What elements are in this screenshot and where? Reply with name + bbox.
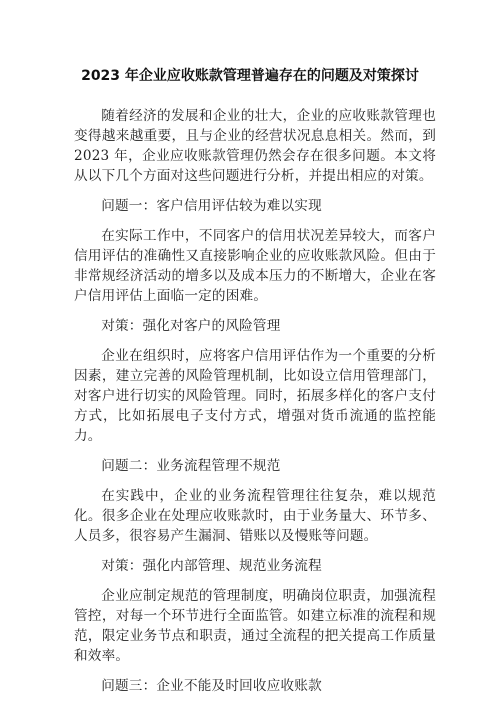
document-body [74,106,436,706]
solution-1-heading: 对策：强化对客户的风险管理 [101,318,281,334]
solution-2-paragraph: 企业应制定规范的管理制度，明确岗位职责，加强流程管控，对每一个环节进行全面监管。如建立标准的流程和规范，限定业务节点和职责，通过全流程的把关提高工作质量和效率。 [74,588,436,664]
problem-2-paragraph: 在实践中，企业的业务流程管理往往复杂，难以规范化。很多企业在处理应收账款时，由于业务量大、环节多、人员多，很容易产生漏洞、错账以及慢账等问题。 [74,488,436,544]
problem-2-heading: 问题二：业务流程管理不规范 [101,458,281,474]
document-title: 2023 年企业应收账款管理普遍存在的问题及对策探讨 [81,68,419,84]
intro-paragraph: 随着经济的发展和企业的壮大，企业的应收账款管理也变得越来越重要，且与企业的经营状况息息相关。然而，到 2023 年，企业应收账款管理仍然会存在很多问题。本文将从以下几个方面对这些问题进行分析，并提出相应的对策。 [74,108,436,184]
problem-1-paragraph: 在实际工作中，不同客户的信用状况差异较大，而客户信用评估的准确性又直接影响企业的应收账款风险。但由于非常规经济活动的增多以及成本压力的不断增大，企业在客户信用评估上面临一定的困难。 [74,228,436,304]
problem-3-heading: 问题三：企业不能及时回收应收账款 [101,678,322,694]
solution-1-paragraph: 企业在组织时，应将客户信用评估作为一个重要的分析因素，建立完善的风险管理机制，比如设立信用管理部门，对客户进行切实的风险管理。同时，拓展多样化的客户支付方式，比如拓展电子支付方式，增强对货币流通的监控能力。 [74,348,436,444]
problem-1-heading: 问题一：客户信用评估较为难以实现 [101,198,322,214]
solution-2-heading: 对策：强化内部管理、规范业务流程 [101,558,322,574]
